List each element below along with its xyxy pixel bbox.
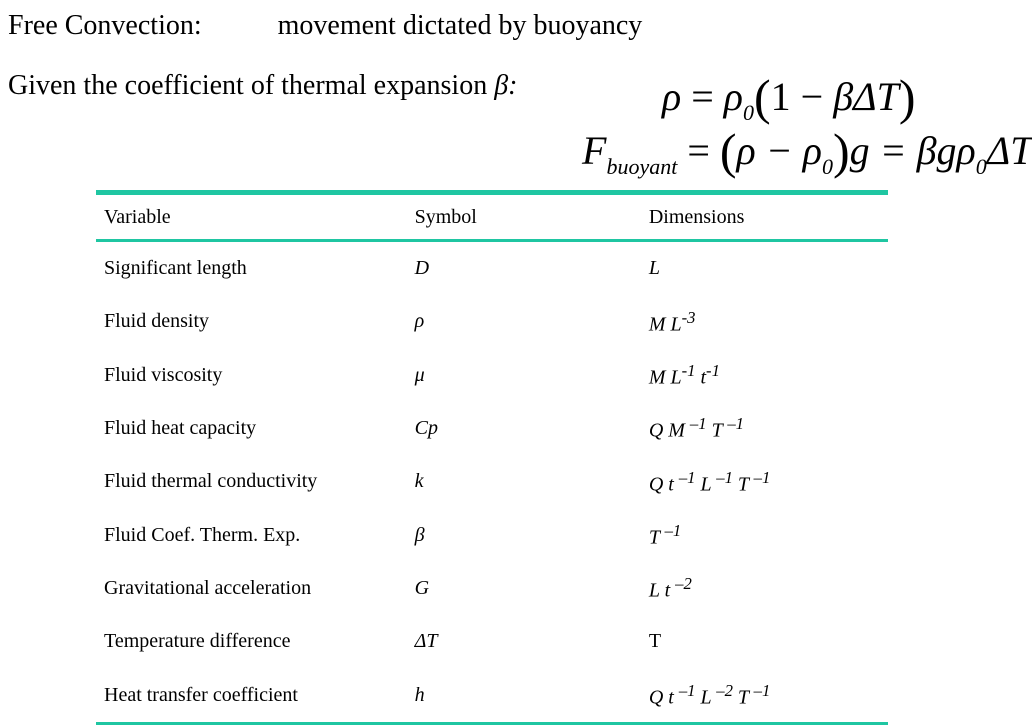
dimension-exponent: –1 [727, 414, 744, 434]
dimension-base: T [648, 526, 665, 549]
dimension-exponent: –2 [716, 680, 733, 700]
cell-variable: Fluid Coef. Therm. Exp. [104, 523, 301, 546]
header-dimensions: Dimensions [648, 205, 745, 228]
cell-dimensions [641, 295, 888, 348]
dimension-exponent: -1 [681, 360, 696, 380]
table-row [96, 508, 888, 561]
cell-variable: Temperature difference [104, 630, 291, 653]
eq2-open-paren: ( [719, 123, 737, 179]
dimension-base: T [648, 630, 662, 653]
dimension-base: T [706, 419, 728, 442]
cell-variable: Fluid viscosity [104, 363, 223, 386]
variables-table [96, 190, 888, 725]
eq1-beta-dt: βΔT [833, 74, 899, 119]
cell-dimensions [641, 455, 888, 508]
dimension-base: Q t [648, 686, 679, 709]
density-equation [662, 68, 916, 126]
cell-dimensions [641, 349, 888, 402]
intro-beta-symbol: β: [494, 70, 518, 101]
dimension-exponent: –2 [675, 574, 692, 594]
cell-symbol: h [414, 683, 425, 706]
heading-label: Free Convection: [8, 10, 202, 41]
eq2-rho-sub: 0 [821, 154, 833, 179]
eq1-rho0-sub: 0 [742, 100, 754, 125]
dimension-exponent: –1 [716, 467, 733, 487]
table-row [96, 402, 888, 455]
table-header-row [96, 193, 888, 241]
table-row [96, 241, 888, 296]
header-symbol: Symbol [414, 205, 477, 228]
dimension-base: L [695, 473, 717, 496]
dimension-exponent: –1 [664, 520, 682, 540]
cell-symbol: Cp [414, 417, 438, 440]
intro-line [8, 70, 517, 102]
dimension-exponent: -1 [706, 360, 720, 380]
eq2-f: F [582, 128, 607, 173]
cell-variable: Significant length [104, 257, 247, 280]
cell-variable: Fluid density [104, 310, 210, 333]
table-row [96, 562, 888, 615]
eq2-equals: = [677, 128, 720, 173]
dimension-exponent: -3 [681, 307, 696, 327]
dimension-base: T [732, 686, 754, 709]
cell-dimensions [641, 562, 888, 615]
cell-symbol: ΔT [414, 630, 438, 653]
dimension-base: Q t [648, 473, 679, 496]
intro-text: Given the coefficient of thermal expansion [8, 70, 495, 101]
eq2-g-sub: 0 [975, 154, 987, 179]
table-row [96, 668, 888, 723]
dimension-base: Q M [648, 419, 690, 442]
dimension-exponent: –1 [689, 414, 707, 434]
dimension-exponent: –1 [753, 467, 771, 487]
cell-dimensions [641, 508, 888, 561]
dimension-base: T [732, 473, 754, 496]
cell-variable: Gravitational acceleration [104, 576, 312, 599]
eq2-rho-minus: ρ − ρ [736, 128, 822, 173]
table-row [96, 295, 888, 348]
heading-description: movement dictated by buoyancy [277, 10, 643, 41]
cell-dimensions [641, 668, 888, 723]
eq2-close-paren: ) [832, 123, 850, 179]
dimension-base: M L [648, 366, 682, 389]
eq2-dt: ΔT [986, 128, 1032, 173]
dimension-exponent: –1 [678, 680, 696, 700]
table-row [96, 349, 888, 402]
cell-symbol: D [414, 257, 430, 280]
cell-variable: Heat transfer coefficient [104, 683, 298, 706]
cell-symbol: β [414, 523, 425, 546]
eq2-f-sub: buoyant [606, 154, 678, 179]
dimension-base: t [695, 366, 707, 389]
eq1-rho: ρ [662, 74, 682, 119]
dimension-base: L [648, 257, 660, 280]
cell-symbol: G [414, 576, 430, 599]
table-row [96, 615, 888, 668]
header-variable: Variable [104, 205, 171, 228]
eq1-one-minus: 1 − [770, 74, 834, 119]
dimension-base: L t [648, 579, 676, 602]
cell-symbol: k [414, 470, 424, 493]
eq1-open-paren: ( [753, 69, 771, 125]
eq2-g-term: g = βgρ [849, 128, 976, 173]
cell-dimensions [641, 241, 888, 296]
buoyant-force-equation [582, 122, 1032, 180]
heading-line [8, 10, 642, 42]
dimension-exponent: –1 [678, 467, 696, 487]
eq1-close-paren: ) [898, 69, 916, 125]
eq1-equals: = [681, 74, 724, 119]
cell-variable: Fluid thermal conductivity [104, 470, 318, 493]
cell-dimensions [641, 402, 888, 455]
cell-symbol: μ [414, 363, 425, 386]
cell-variable: Fluid heat capacity [104, 417, 257, 440]
cell-dimensions [641, 615, 888, 668]
eq1-rho0: ρ [723, 74, 743, 119]
dimension-base: L [695, 686, 717, 709]
dimension-exponent: –1 [753, 680, 771, 700]
table-row [96, 455, 888, 508]
cell-symbol: ρ [414, 310, 425, 333]
dimension-base: M L [648, 313, 682, 336]
